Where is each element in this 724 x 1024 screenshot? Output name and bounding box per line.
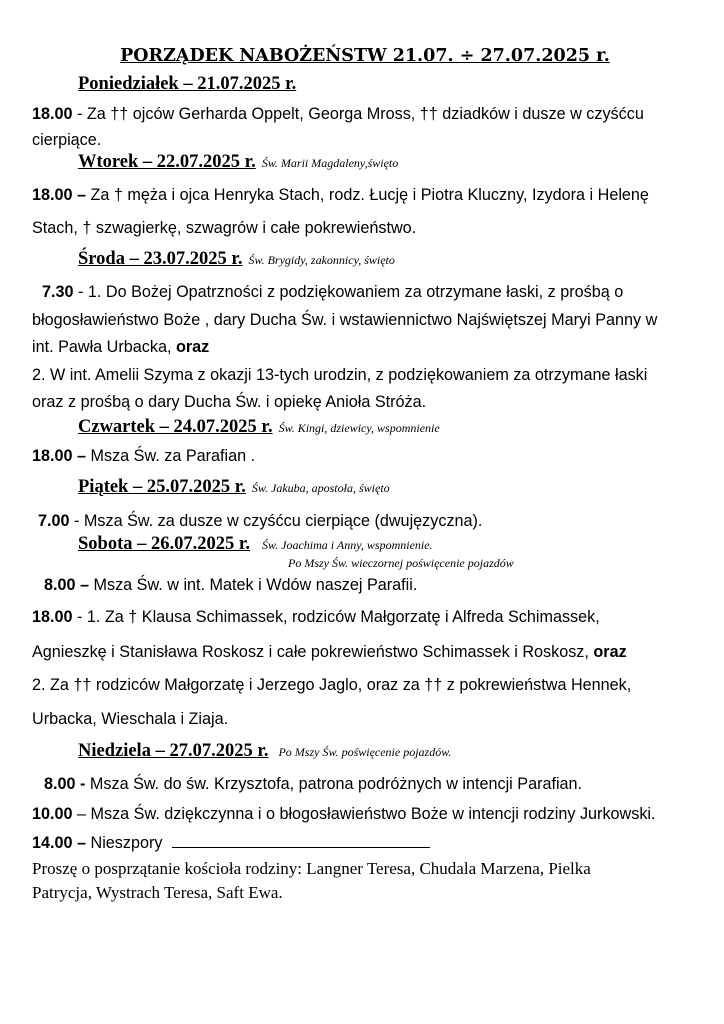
- day-note-secondary: Po Mszy Św. wieczornej poświęcenie pojazdów: [288, 556, 514, 570]
- mass-line: [32, 676, 631, 695]
- mass-time: 18.00: [32, 608, 73, 626]
- mass-text: oraz z prośbą o dary Ducha Św. i opiekę Anioła Stróża.: [32, 393, 427, 411]
- mass-text: int. Pawła Urbacka,: [32, 338, 172, 356]
- mass-text: - Msza Św. za dusze w czyśćcu cierpiące (dwujęzyczna).: [69, 512, 483, 530]
- mass-time: 7.30: [42, 283, 74, 301]
- mass-text: Za † męża i ojca Henryka Stach, rodz. Łucję i Piotra Kluczny, Izydora i Helenę: [86, 186, 649, 204]
- mass-text-bold: oraz: [175, 338, 210, 356]
- mass-time: 7.00: [38, 512, 70, 530]
- mass-line: [42, 283, 623, 302]
- mass-text: Agnieszkę i Stanisława Roskosz i całe pokrewieństwo Schimassek i Roskosz,: [32, 643, 589, 661]
- mass-text: Msza Św. za Parafian .: [86, 447, 256, 465]
- day-header-thursday: [78, 417, 440, 438]
- mass-text: cierpiące.: [32, 131, 102, 149]
- day-name: Czwartek – 24.07.2025 r.: [78, 417, 273, 437]
- mass-text: - 1. Do Bożej Opatrzności z podziękowaniem za otrzymane łaski, z prośbą o: [73, 283, 624, 301]
- day-name: Niedziela – 27.07.2025 r.: [78, 741, 269, 761]
- day-name: Wtorek – 22.07.2025 r.: [78, 152, 256, 172]
- day-header-monday: [78, 74, 296, 95]
- day-header-saturday: [78, 534, 433, 555]
- mass-text: Urbacka, Wieschala i Ziaja.: [32, 710, 229, 728]
- day-note: Św. Jakuba, apostoła, święto: [251, 481, 390, 495]
- blank-fill-line: [172, 833, 430, 848]
- mass-line: [32, 219, 416, 238]
- mass-time: 14.00 –: [32, 834, 87, 852]
- mass-line: [32, 131, 101, 150]
- mass-line: [32, 393, 426, 412]
- page-title: PORZĄDEK NABOŻEŃSTW 21.07. ÷ 27.07.2025 r.: [120, 46, 610, 66]
- mass-time: 10.00: [32, 805, 73, 823]
- mass-line: [32, 833, 430, 853]
- day-note: Św. Brygidy, zakonnicy, święto: [248, 253, 395, 267]
- mass-time: 18.00: [32, 105, 73, 123]
- mass-line: [32, 608, 600, 627]
- mass-text: - 1. Za † Klausa Schimassek, rodziców Małgorzatę i Alfreda Schimassek,: [72, 608, 600, 626]
- day-header-friday: [78, 477, 390, 498]
- mass-line: [32, 338, 209, 357]
- mass-text: – Msza Św. dziękczynna i o błogosławieństwo Boże w intencji rodziny Jurkowski.: [72, 805, 656, 823]
- day-name: Sobota – 26.07.2025 r.: [78, 534, 251, 554]
- mass-text: 2. Za †† rodziców Małgorzatę i Jerzego Jaglo, oraz za †† z pokrewieństwa Hennek,: [32, 676, 632, 694]
- mass-line: [32, 710, 228, 729]
- mass-line: [32, 643, 627, 662]
- day-name: Piątek – 25.07.2025 r.: [78, 477, 246, 497]
- mass-text: 2. W int. Amelii Szyma z okazji 13-tych urodzin, z podziękowaniem za otrzymane łaski: [32, 366, 648, 384]
- day-name: Środa – 23.07.2025 r.: [78, 249, 243, 269]
- mass-line: [32, 805, 656, 824]
- day-note: Św. Marii Magdaleny,święto: [261, 156, 399, 170]
- day-header-wednesday: [78, 249, 395, 270]
- cleaning-note-line: Proszę o posprzątanie kościoła rodziny: Langner Teresa, Chudala Marzena, Pielka: [32, 859, 591, 878]
- mass-text-bold: oraz: [593, 643, 627, 661]
- mass-text: Nieszpory: [86, 834, 163, 852]
- day-note: Po Mszy Św. poświęcenie pojazdów.: [278, 745, 452, 759]
- day-header-tuesday: [78, 152, 398, 173]
- mass-line: [44, 775, 582, 794]
- mass-time: 18.00 –: [32, 186, 87, 204]
- mass-line: [32, 311, 657, 330]
- day-name: Poniedziałek – 21.07.2025 r.: [78, 74, 297, 94]
- day-note: Św. Joachima i Anny, wspomnienie.: [262, 538, 433, 552]
- mass-time: 18.00 –: [32, 447, 87, 465]
- mass-text: błogosławieństwo Boże , dary Ducha Św. i wstawiennictwo Najświętszej Maryi Panny w: [32, 311, 658, 329]
- mass-text: - Za †† ojców Gerharda Oppelt, Georga Mross, †† dziadków i dusze w czyśćcu: [72, 105, 644, 123]
- mass-line: [32, 366, 647, 385]
- mass-line: [44, 576, 417, 595]
- mass-line: [32, 447, 255, 466]
- mass-text: Msza Św. w int. Matek i Wdów naszej Parafii.: [89, 576, 418, 594]
- mass-line: [32, 186, 649, 205]
- mass-text: Stach, † szwagierkę, szwagrów i całe pokrewieństwo.: [32, 219, 417, 237]
- day-note: Św. Kingi, dziewicy, wspomnienie: [278, 421, 440, 435]
- mass-line: [32, 105, 644, 124]
- mass-time: 8.00 –: [44, 576, 90, 594]
- day-header-sunday: [78, 741, 451, 762]
- cleaning-note-line: Patrycja, Wystrach Teresa, Saft Ewa.: [32, 883, 283, 902]
- mass-time: 8.00 -: [44, 775, 86, 793]
- mass-text: Msza Św. do św. Krzysztofa, patrona podróżnych w intencji Parafian.: [85, 775, 583, 793]
- mass-line: [38, 512, 482, 531]
